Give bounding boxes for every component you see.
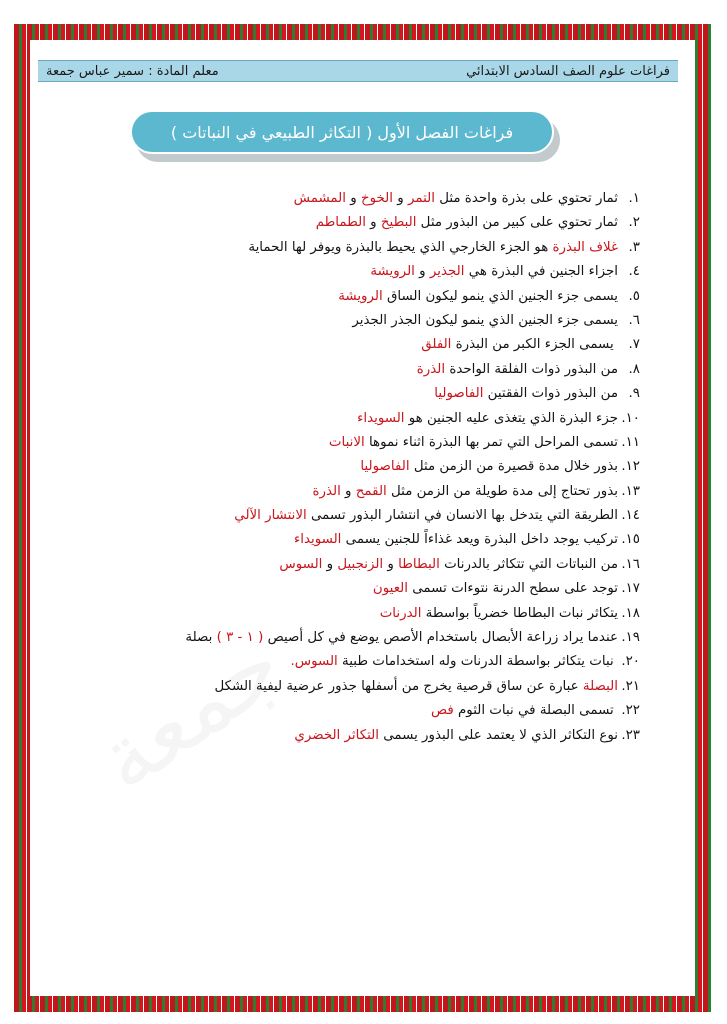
answer-text: البصلة (582, 678, 618, 694)
answer-text: ( ١ - ٣ ) (216, 630, 264, 646)
answer-text: التمر (407, 191, 435, 206)
page-content (30, 40, 695, 996)
answer-text: الفلق (421, 337, 452, 353)
item-number: ٦. (628, 312, 640, 328)
answer-text: غلاف البذرة (552, 239, 618, 255)
item-number: ١. (628, 191, 640, 206)
list-item (40, 260, 640, 284)
item-text: و (322, 556, 338, 572)
item-text: يسمى جزء الجنين الذي ينمو ليكون الجذر الجذير (352, 312, 618, 328)
item-text: تركيب يوجد داخل البذرة ويعد غذاءاً للجنين يسمى (341, 532, 618, 548)
item-number: ١٥. (621, 532, 640, 548)
item-number: ٢٢. (621, 703, 640, 719)
answer-text: العيون (372, 581, 408, 597)
answer-text: الخوخ (360, 191, 393, 206)
list-item (40, 407, 640, 431)
item-number: ١٩. (621, 630, 640, 646)
item-number: ٣. (628, 239, 640, 255)
list-item (40, 236, 640, 260)
item-text: الطريقة التي يتدخل بها الانسان في انتشار البذور تسمى (306, 508, 618, 524)
item-text: ثمار تحتوي على بذرة واحدة مثل (434, 191, 618, 206)
item-number: ١٤. (621, 508, 640, 524)
item-number: ٢٠. (621, 654, 640, 670)
item-number: ٢١. (621, 678, 640, 694)
answer-text: الفاصوليا (434, 386, 484, 402)
fill-in-list (40, 187, 640, 748)
answer-text: الزنجبيل (337, 556, 384, 572)
item-text: تسمى المراحل التي تمر بها البذرة اثناء نموها (364, 434, 618, 450)
header-band (38, 60, 678, 82)
answer-text: المشمش (293, 191, 346, 206)
list-item (40, 455, 640, 479)
item-text: اجزاء الجنين في البذرة هي (464, 264, 618, 280)
item-text: بصلة (185, 630, 217, 646)
item-number: ٢٣. (621, 727, 640, 743)
item-number: ١٠. (621, 410, 640, 426)
item-number: ١٧. (621, 581, 640, 597)
answer-text: الرويشة (338, 288, 383, 304)
item-text: يتكاثر نبات البطاطا خضرياً بواسطة (421, 605, 618, 621)
list-item (40, 602, 640, 626)
item-text: بذور خلال مدة قصيرة من الزمن مثل (409, 459, 618, 475)
page-title: فراغات الفصل الأول ( التكاثر الطبيعي في النباتات ) (130, 110, 554, 154)
list-item (40, 285, 640, 309)
answer-text: التكاثر الخضري (294, 727, 379, 743)
item-text: و (392, 191, 408, 206)
item-number: ٩. (628, 386, 640, 402)
answer-text: القمح (355, 483, 387, 499)
item-text: جزء البذرة الذي يتغذى عليه الجنين هو (404, 410, 618, 426)
answer-text: الطماطم (315, 215, 366, 231)
list-item (40, 358, 640, 382)
list-item (40, 699, 640, 723)
list-item (40, 504, 640, 528)
header-course-title: فراغات علوم الصف السادس الابتدائي (466, 63, 670, 79)
item-text: و (414, 264, 430, 280)
item-text: توجد على سطح الدرنة نتوءات تسمى (407, 581, 618, 597)
item-text: عندما يراد زراعة الأبصال باستخدام الأصص يوضع في كل أصيص (263, 630, 618, 646)
item-number: ١١. (621, 434, 640, 450)
item-text: نوع التكاثر الذي لا يعتمد على البذور يسمى (378, 727, 618, 743)
item-text: و (340, 483, 356, 499)
list-item (40, 553, 640, 577)
answer-text: السويداء (357, 410, 405, 426)
list-item (40, 528, 640, 552)
list-item (40, 675, 640, 699)
answer-text: البطاطا (398, 556, 440, 572)
list-item (40, 187, 640, 211)
answer-text: السوس (279, 556, 323, 572)
title-pill (130, 110, 560, 158)
item-text: هو الجزء الخارجي الذي يحيط بالبذرة ويوفر لها الحماية (248, 239, 553, 255)
answer-text: الجذير (429, 264, 465, 280)
item-text: و (383, 556, 399, 572)
item-number: ١٣. (621, 483, 640, 499)
item-text: من البذور ذوات الفقتين (483, 386, 618, 402)
item-number: ٢. (628, 215, 640, 231)
item-number: ١٦. (621, 556, 640, 572)
answer-text: الذرة (312, 483, 341, 499)
list-item (40, 650, 640, 674)
item-number: ٥. (628, 288, 640, 304)
answer-text: الانبات (328, 434, 365, 450)
item-text: بذور تحتاج إلى مدة طويلة من الزمن مثل (386, 483, 618, 499)
list-item (40, 626, 640, 650)
item-text: يسمى الجزء الكبر من البذرة (451, 337, 618, 353)
list-item (40, 333, 640, 357)
item-number: ٤. (628, 264, 640, 280)
header-teacher-name: معلم المادة : سمير عباس جمعة (46, 63, 219, 79)
list-item (40, 431, 640, 455)
item-number: ١٨. (621, 605, 640, 621)
answer-text: السوس. (290, 654, 338, 670)
list-item (40, 211, 640, 235)
item-text: يسمى جزء الجنين الذي ينمو ليكون الساق (382, 288, 618, 304)
answer-text: فص (430, 703, 454, 719)
answer-text: الدرنات (379, 605, 422, 621)
item-text: من النباتات التي تتكاثر بالدرنات (439, 556, 618, 572)
answer-text: الذرة (416, 361, 446, 377)
list-item (40, 382, 640, 406)
list-item (40, 309, 640, 333)
item-text: و (345, 191, 361, 206)
answer-text: البطيخ (380, 215, 417, 231)
item-text: تسمى البصلة في نبات الثوم (453, 703, 618, 719)
answer-text: السويداء (293, 532, 342, 548)
item-text: و (365, 215, 381, 231)
item-text: من البذور ذوات الفلقة الواحدة (445, 361, 618, 377)
item-text: عبارة عن ساق قرصية يخرج من أسفلها جذور عرضية ليفية الشكل (214, 678, 583, 694)
item-number: ٨. (628, 361, 640, 377)
answer-text: الرويشة (370, 264, 415, 280)
item-number: ١٢. (621, 459, 640, 475)
list-item (40, 480, 640, 504)
answer-text: الانتشار الآلي (234, 508, 307, 524)
item-text: ثمار تحتوي على كبير من البذور مثل (416, 215, 618, 231)
list-item (40, 724, 640, 748)
list-item (40, 577, 640, 601)
item-number: ٧. (628, 337, 640, 353)
answer-text: الفاصوليا (360, 459, 410, 475)
item-text: نبات يتكاثر بواسطة الدرنات وله استخدامات طبية (337, 654, 618, 670)
